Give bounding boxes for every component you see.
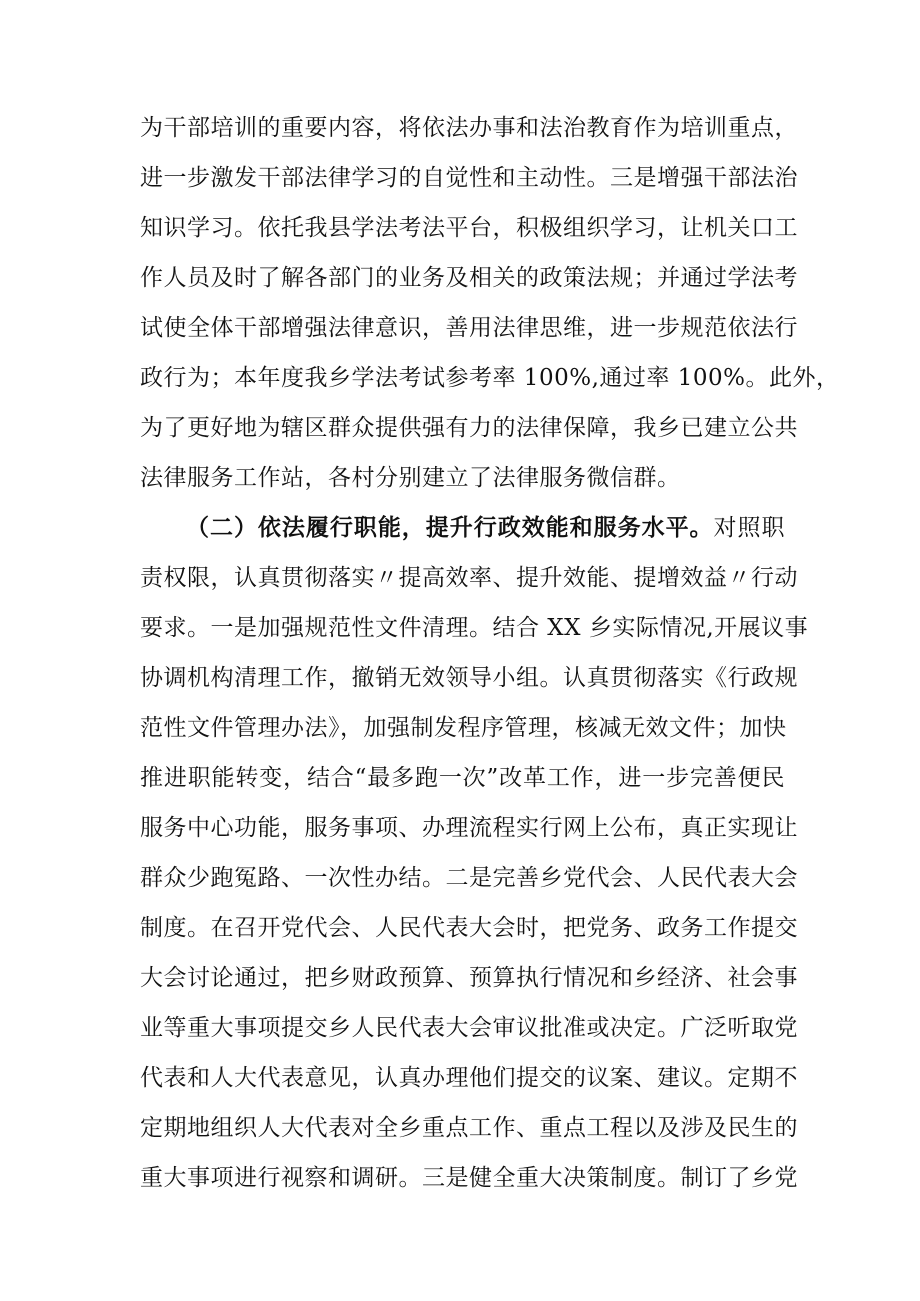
text-line: 责权限，认真贯彻落实〃提高效率、提升效能、提增效益〃行动 (140, 565, 798, 591)
text-line: 法律服务工作站，各村分别建立了法律服务微信群。 (140, 465, 681, 491)
text-line: 政行为；本年度我乡学法考试参考率 100%,通过率 100%。此外， (140, 365, 840, 391)
text-line: 群众少跑冤路、一次性办结。二是完善乡党代会、人民代表大会 (140, 865, 798, 891)
text-line: 推进职能转变，结合“最多跑一次”改革工作，进一步完善便民 (140, 765, 785, 791)
text-line: 为了更好地为辖区群众提供强有力的法律保障，我乡已建立公共 (140, 415, 798, 441)
text-line: 知识学习。依托我县学法考法平台，积极组织学习，让机关口工 (140, 215, 798, 241)
text-line: 要求。一是加强规范性文件清理。结合 XX 乡实际情况,开展议事 (140, 615, 809, 641)
text-line: 大会讨论通过，把乡财政预算、预算执行情况和乡经济、社会事 (140, 965, 798, 991)
section-heading: （二）依法履行职能，提升行政效能和服务水平。 (186, 514, 714, 541)
section-heading-line (186, 508, 785, 548)
text-line: 协调机构清理工作，撤销无效领导小组。认真贯彻落实《行政规 (140, 665, 798, 691)
text-line: 作人员及时了解各部门的业务及相关的政策法规；并通过学法考 (140, 265, 798, 291)
text-line: 试使全体干部增强法律意识，善用法律思维，进一步规范依法行 (140, 315, 798, 341)
text-line: 业等重大事项提交乡人民代表大会审议批准或决定。广泛听取党 (140, 1015, 798, 1041)
text-line: 为干部培训的重要内容，将依法办事和法治教育作为培训重点， (140, 115, 798, 141)
text-line: 重大事项进行视察和调研。三是健全重大决策制度。制订了乡党 (140, 1165, 798, 1191)
text-line: 服务中心功能，服务事项、办理流程实行网上公布，真正实现让 (140, 815, 798, 841)
text-line: 定期地组织人大代表对全乡重点工作、重点工程以及涉及民生的 (140, 1115, 798, 1141)
text-line: 进一步激发干部法律学习的自觉性和主动性。三是增强干部法治 (140, 165, 798, 191)
heading-line-rest: 对照职 (713, 515, 786, 541)
text-line: 范性文件管理办法》，加强制发程序管理，核减无效文件；加快 (140, 715, 787, 741)
text-line: 代表和人大代表意见，认真办理他们提交的议案、建议。定期不 (140, 1065, 798, 1091)
text-line: 制度。在召开党代会、人民代表大会时，把党务、政务工作提交 (140, 915, 798, 941)
